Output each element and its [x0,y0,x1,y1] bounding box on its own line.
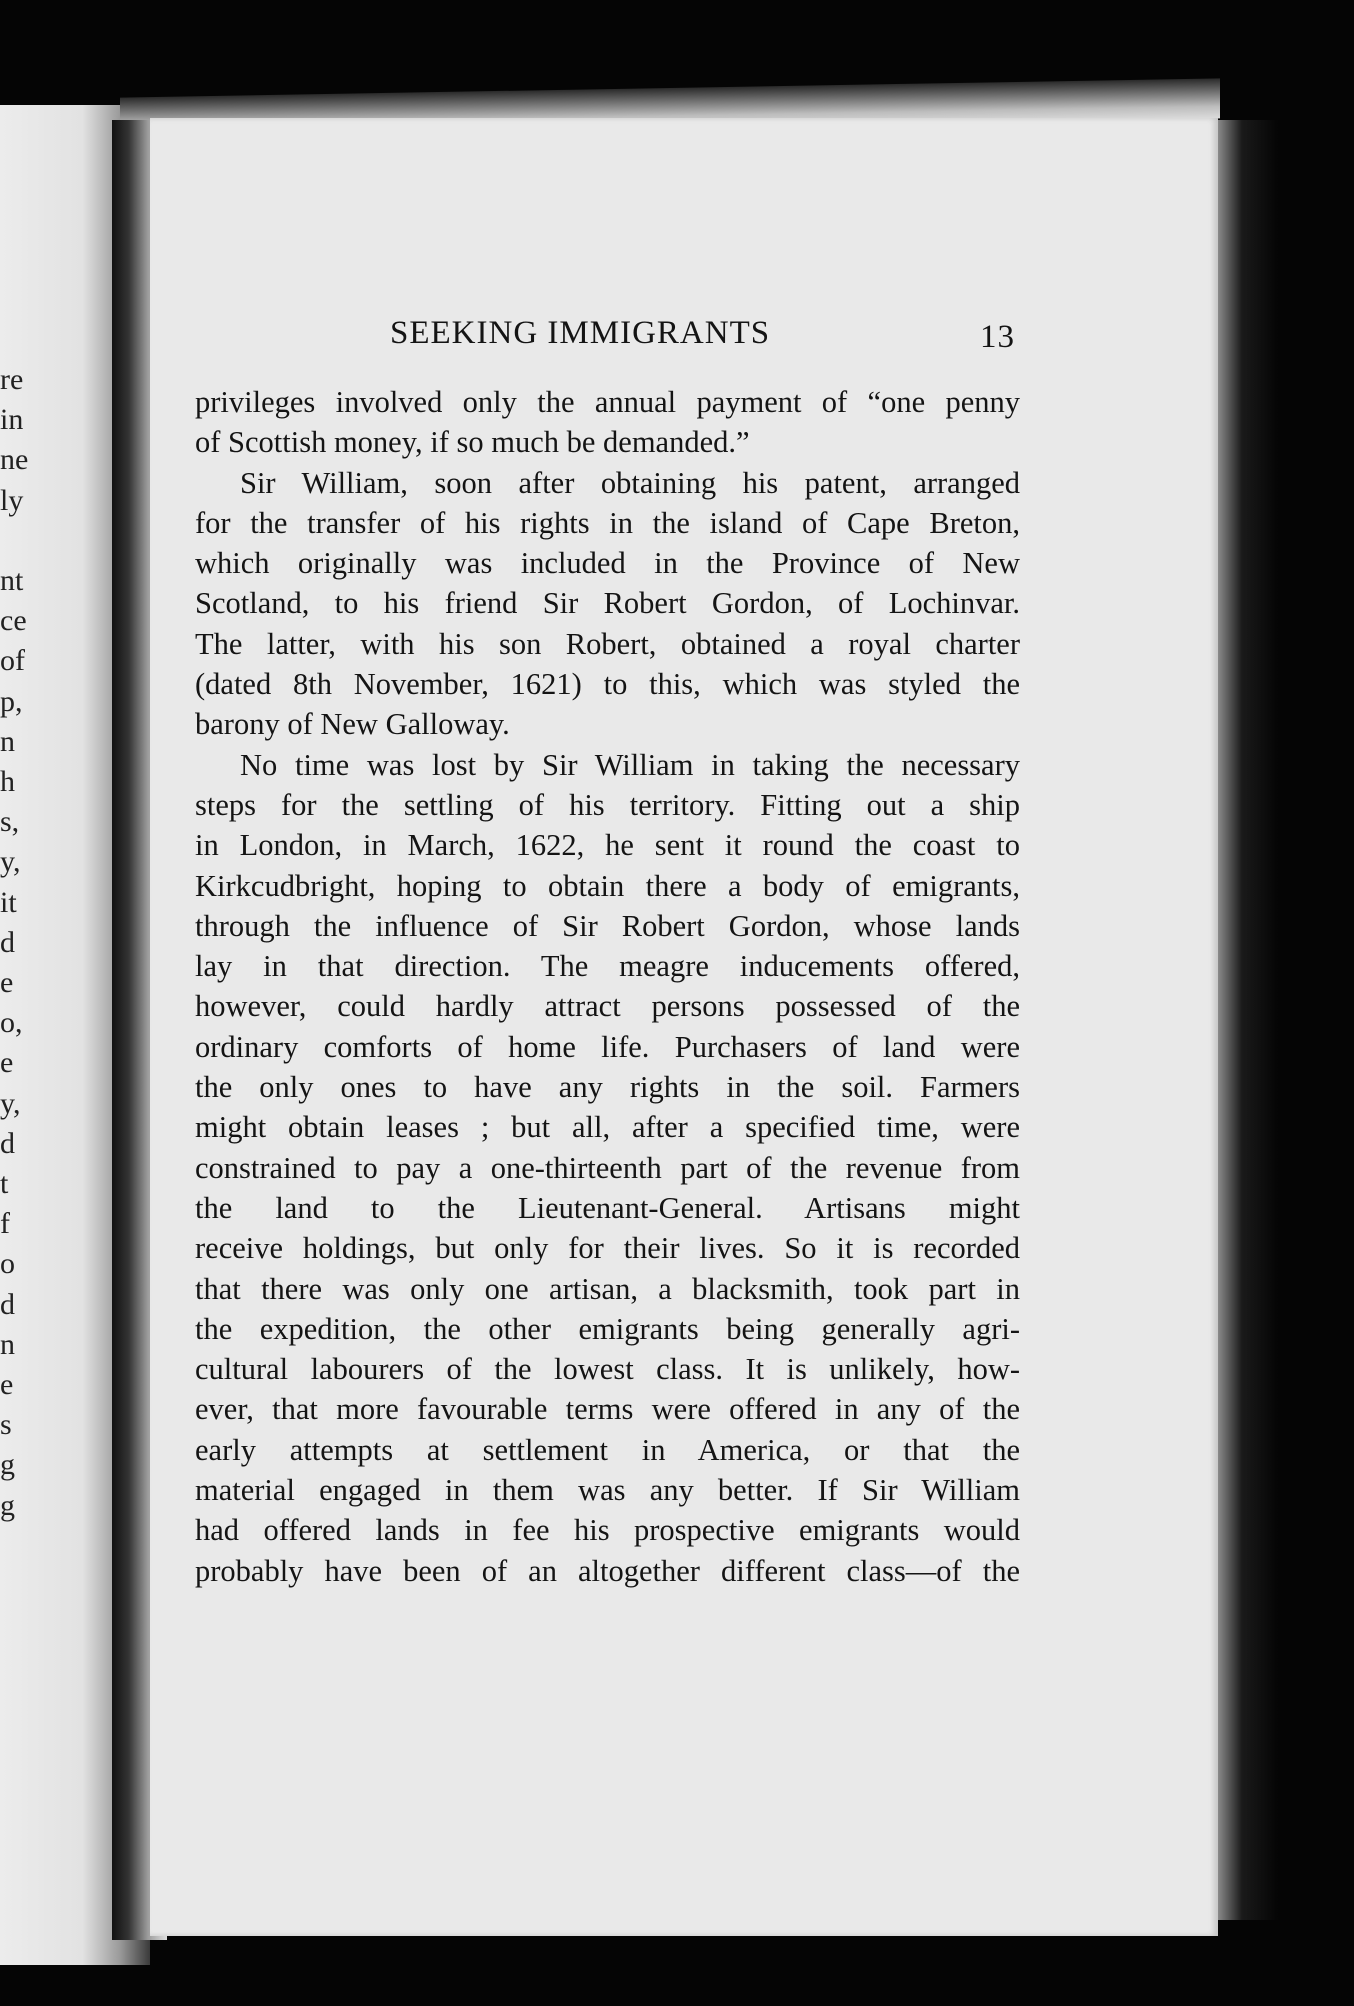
left-page-fragment: s [0,1408,12,1442]
text-line: constrained to pay a one-thirteenth part of the revenue from [195,1150,1020,1185]
left-page-fragment: y, [0,1086,21,1120]
text-line: Kirkcudbright, hoping to obtain there a body of emigrants, [195,868,1020,903]
text-line: steps for the settling of his territory. Fitting out a ship [195,787,1020,822]
left-page-fragment: e [0,1046,14,1080]
left-page-fragment: t [0,1167,9,1201]
text-line: had offered lands in fee his prospective emigrants would [195,1513,1020,1548]
text-line: however, could hardly attract persons possessed of the [195,989,1020,1024]
left-page-fragment: ne [0,443,29,477]
running-header [195,315,1025,359]
text-line: receive holdings, but only for their lives. So it is recorded [195,1231,1020,1266]
left-page-fragment: n [0,724,15,758]
left-page-fragment: ly [0,483,24,517]
left-page-fragment: s, [0,805,20,839]
text-line: of Scottish money, if so much be demanded.” [195,425,750,460]
left-page-fragment: o [0,1247,15,1281]
left-page-fragment: e [0,966,14,1000]
text-line: barony of New Galloway. [195,707,510,742]
left-page-fragment: p, [0,684,23,718]
text-line: cultural labourers of the lowest class. It is unlikely, how- [195,1352,1020,1387]
left-page-fragment: g [0,1488,15,1522]
left-page-fragment [0,521,30,561]
text-line: the only ones to have any rights in the soil. Farmers [195,1070,1020,1105]
running-title: SEEKING IMMIGRANTS [390,315,771,351]
left-page-edge-text [0,360,30,1526]
text-line: material engaged in them was any better. If Sir William [195,1473,1020,1508]
left-page-fragment: e [0,1368,14,1402]
left-page-fragment: in [0,403,24,437]
text-line: Scotland, to his friend Sir Robert Gordon, of Lochinvar. [195,586,1020,621]
left-page-fragment: y, [0,845,21,879]
left-page-fragment: f [0,1207,10,1241]
page-right-edge [1218,120,1278,1920]
text-line: ever, that more favourable terms were offered in any of the [195,1392,1020,1427]
text-line: the land to the Lieutenant-General. Artisans might [195,1190,1020,1225]
body-text [195,382,1020,1591]
left-page-fragment: h [0,765,15,799]
left-page-fragment: re [0,363,24,396]
text-line: the expedition, the other emigrants being generally agri- [195,1311,1020,1346]
text-line: might obtain leases ; but all, after a specified time, were [195,1110,1020,1145]
left-page-fragment: d [0,1126,15,1160]
left-page-fragment: of [0,644,25,678]
text-line: The latter, with his son Robert, obtained a royal charter [195,626,1020,661]
page-number: 13 [980,319,1015,355]
left-page-fragment: nt [0,564,24,598]
text-line: ordinary comforts of home life. Purchasers of land were [195,1029,1020,1064]
text-line: early attempts at settlement in America, or that the [195,1432,1020,1467]
text-line: (dated 8th November, 1621) to this, which was styled the [195,667,1020,702]
text-line: for the transfer of his rights in the island of Cape Breton, [195,505,1020,540]
text-line: through the influence of Sir Robert Gordon, whose lands [195,908,1020,943]
text-line: that there was only one artisan, a blacksmith, took part in [195,1271,1020,1306]
left-page-fragment: n [0,1327,15,1361]
left-page-fragment: g [0,1448,15,1482]
text-line: privileges involved only the annual payment of “one penny [195,385,1020,419]
left-page-fragment: o, [0,1006,23,1040]
left-page-fragment: it [0,885,17,919]
text-line: lay in that direction. The meagre inducements offered, [195,949,1020,984]
left-page-fragment: d [0,1287,15,1321]
text-line: Sir William, soon after obtaining his patent, arranged [240,465,1020,500]
text-line: probably have been of an altogether different class—of the [195,1553,1020,1588]
left-page-fragment: ce [0,604,27,638]
text-line: which originally was included in the Province of New [195,546,1020,581]
text-line: in London, in March, 1622, he sent it round the coast to [195,828,1020,863]
text-line: No time was lost by Sir William in taking the necessary [240,747,1020,782]
left-page-fragment: d [0,925,15,959]
